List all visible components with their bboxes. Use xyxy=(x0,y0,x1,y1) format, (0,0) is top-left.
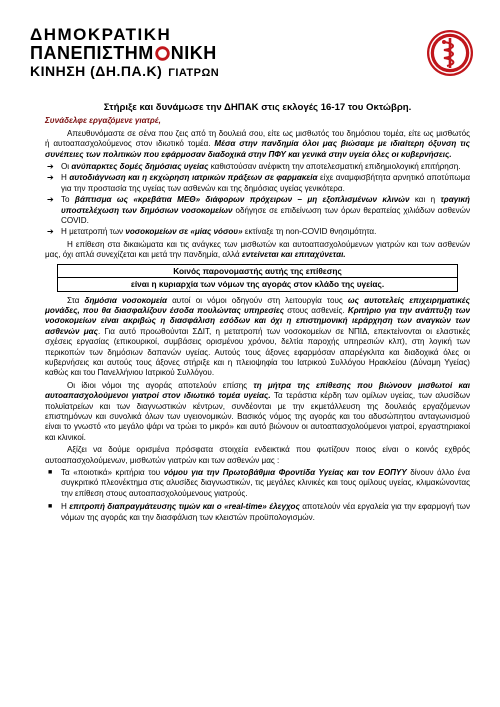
square-bullet-icon: ■ xyxy=(48,503,53,511)
list-item xyxy=(45,195,470,226)
bullet-list xyxy=(45,468,470,523)
org-name-line1: ΔΗΜΟΚΡΑΤΙΚΗ xyxy=(30,25,172,44)
text-run: Η xyxy=(61,502,70,512)
text-run: Στα xyxy=(67,295,85,305)
list-item xyxy=(45,162,470,172)
emphasis-run: ανύπαρκτες δομές δημόσιας υγείας xyxy=(71,162,209,172)
text-run: οδήγησε σε επιδείνωση των όρων θεραπείας χιλιάδων ασθενών COVID. xyxy=(61,205,470,226)
emphasis-run: τραγική υποστελέχωση των δημόσιων νοσοκομείων xyxy=(61,195,470,215)
text-run: αυτοί οι νόμοι οδηγούν στη λειτουργία τους xyxy=(166,295,348,305)
document-title: Στήριξε και δυνάμωσε την ΔΗΠΑΚ στις εκλογές 16-17 του Οκτώβρη. xyxy=(103,102,412,113)
document-body xyxy=(45,103,470,526)
emphasis-run: Μέσα στην πανδημία όλοι μας βιώσαμε με ιδιαίτερη όξυνση τις συνέπειες των πολιτικών που εφάρμοσαν διαδοχικά στην ΠΦΥ και γενικά στην υγεία όλες οι κυβερνήσεις. xyxy=(45,139,470,159)
red-o-circle-icon xyxy=(155,46,170,61)
paragraph-private-sector xyxy=(45,381,470,443)
org-name-line3-main: ΚΙΝΗΣΗ (ΔΗ.ΠΑ.Κ) xyxy=(30,63,163,79)
arrow-bullet-icon: ➔ xyxy=(47,173,54,183)
org-name-line2-part1: ΠΑΝΕΠΙΣΤΗΜ xyxy=(30,43,154,63)
org-name-line3-sub: ΓΙΑΤΡΩΝ xyxy=(168,67,220,79)
org-name-line2 xyxy=(30,44,217,62)
emphasis-run: δημόσια νοσοκομεία xyxy=(84,295,167,305)
emphasis-run: νόμου για την Πρωτοβάθμια Φροντίδα Υγείας και τον ΕΟΠΥΥ xyxy=(163,468,407,477)
square-bullet-icon: ■ xyxy=(48,469,53,476)
text-run: Η μετατροπή των xyxy=(61,227,126,237)
emphasis-run: ως αυτοτελείς επιχειρηματικές μονάδες, που θα διασφαλίζουν έσοδα πουλώντας υπηρεσίες xyxy=(45,295,470,315)
org-name-line3 xyxy=(30,64,219,79)
emphasis-run: επιτροπή διαπραγμάτευσης τιμών και ο «real-time» έλεγχος xyxy=(69,502,300,512)
emphasis-run: τη μήτρα της επίθεσης που βιώνουν μισθωτοί και αυτοαπασχολούμενοι γιατροί στον ιδιωτικό τομέα υγείας. xyxy=(45,380,471,401)
org-name-line2-part2: ΝΙΚΗ xyxy=(170,43,217,63)
list-item xyxy=(45,227,470,237)
paragraph-recent-data: Αξίζει να δούμε ορισμένα πρόσφατα στοιχεία ενδεικτικά που φωτίζουν ποιος είναι ο κοινός εχθρός αυτοαπασχολούμενων, μισθωτών γιατρών και των ασθενών μας : xyxy=(45,445,470,465)
text-run: Το xyxy=(61,195,75,205)
text-run: στους ασθενείς. xyxy=(284,305,348,315)
text-run: Οι xyxy=(61,162,72,172)
arrow-list xyxy=(45,162,470,238)
list-item xyxy=(45,502,470,523)
emphasis-run: εντείνεται και επιταχύνεται. xyxy=(241,250,346,260)
text-run: είχε αναμφισβήτητα αρνητικό αποτύπωμα για την προστασία της υγείας των ασθενών και της δημόσιας υγείας γενικότερα. xyxy=(61,173,471,193)
text-run: εκτίναξε τη non-COVID θνησιμότητα. xyxy=(242,227,377,237)
arrow-bullet-icon: ➔ xyxy=(47,227,54,237)
text-run: δίνουν άλλο ένα συγκριτικό πλεονέκτημα στις αλυσίδες διαγνωστικών, τις μεγάλες κλινικές και τους ομίλους υγείας, κλιμακώνοντας την επίθεση στους αυτοαπασχολούμενους γιατρούς. xyxy=(61,468,471,498)
arrow-bullet-icon: ➔ xyxy=(47,195,54,205)
paragraph-intro xyxy=(45,129,470,160)
text-run: και η xyxy=(409,195,441,205)
greeting: Συνάδελφε εργαζόμενε γιατρέ, xyxy=(45,116,161,126)
highlight-box xyxy=(57,264,458,292)
text-run: Τα τεράστια κέρδη των ομίλων υγείας, των αλυσίδων πολυϊατρείων και των διαγνωστικών κέντρων, συνδέονται με την εκμετάλλευση της δουλειάς εργαζόμενων επιστημόνων και συνολικά όλων των υγειονομικών. Βασικός νόμος της αγοράς και του αδυσώπητου ανταγωνισμού είναι το γνωστό «το μεγάλο ψάρι να τρώει το μικρό» και αυτό βιώνουν οι αυτοαπασχολούμενοι γιατροί, εργαστηριακοί και κλινικοί. xyxy=(45,391,470,442)
text-run: Τα «ποιοτικά» κριτήρια του xyxy=(61,468,164,477)
text-run: αποτελούν νέα εργαλεία για την εφαρμογή των νόμων της αγοράς και την διασφάλιση των κλειστών προϋπολογισμών. xyxy=(61,502,470,522)
paragraph-attack xyxy=(45,240,470,261)
emphasis-run: αυτοδιάγνωση και η εκχώρηση ιατρικών πράξεων σε φαρμακεία xyxy=(69,173,318,183)
emphasis-run: βάπτισμα ως «κρεβάτια ΜΕΘ» διάφορων πρόχειρων – μη εξοπλισμένων κλινών xyxy=(74,195,410,205)
arrow-bullet-icon: ➔ xyxy=(47,162,54,172)
highlight-box-line2: είναι η κυριαρχία των νόμων της αγοράς στον κλάδο της υγείας. xyxy=(58,277,457,290)
text-run: καθιστούσαν ανέφικτη την αποτελεσματική επιδημιολογική επιτήρηση. xyxy=(208,162,461,172)
emphasis-run: Κριτήριο για την ανάπτυξη των νοσοκομείων είναι ακριβώς η διασφάλιση εσόδων και όχι η επιστημονική ιεράρχηση των αναγκών των ασθενών μας xyxy=(45,305,471,336)
text-run: . Για αυτό προωθούνται ΣΔΙΤ, η μετατροπή των νοσοκομείων σε ΝΠΙΔ, επεκτείνονται οι ελαστικές σχέσεις εργασίας (επικουρικοί, συμβάσεις ορισμένου χρόνου, δελτία παροχής υπηρεσιών κλπ), στη λογική των περικοπών των δημόσιων δαπανών υγείας. Αυτούς τους άξονες εφαρμόσαν απαρέγκλιτα και διαδοχικά όλες οι κυβερνήσεις και αυτούς τους άξονες στήριξε και η πλειοψηφία του Ιατρικού Συλλόγου Ηρακλείου (Δύναμη Υγείας) καθώς και του Πανελλήνιου Ιατρικού Συλλόγου. xyxy=(45,326,470,378)
organization-header xyxy=(30,26,475,84)
text-run: Οι ίδιοι νόμοι της αγοράς αποτελούν επίσης xyxy=(67,380,254,390)
list-item xyxy=(45,173,470,194)
emphasis-run: νοσοκομείων σε «μίας νόσου» xyxy=(125,227,243,237)
text-run: Απευθυνόμαστε σε σένα που ζεις από τη δουλειά σου, είτε ως μισθωτός του δημόσιου τομέα, είτε ως μισθωτός ή αυτοαπασχολούμενος στον ιδιωτικό τομέα. xyxy=(45,128,470,149)
text-run: Η xyxy=(61,173,70,183)
list-item xyxy=(45,468,470,499)
paragraph-public-hospitals xyxy=(45,296,470,379)
text-run: Η επίθεση στα δικαιώματα και τις ανάγκες των μισθωτών και αυτοαπασχολούμενων γιατρών και των ασθενών μας, όχι απλά συνεχίζεται και μετά την πανδημία, αλλά xyxy=(45,239,470,260)
highlight-box-line1: Κοινός παρονομαστής αυτής της επίθεσης xyxy=(173,265,342,276)
asclepius-rod-circle-icon xyxy=(425,28,475,78)
